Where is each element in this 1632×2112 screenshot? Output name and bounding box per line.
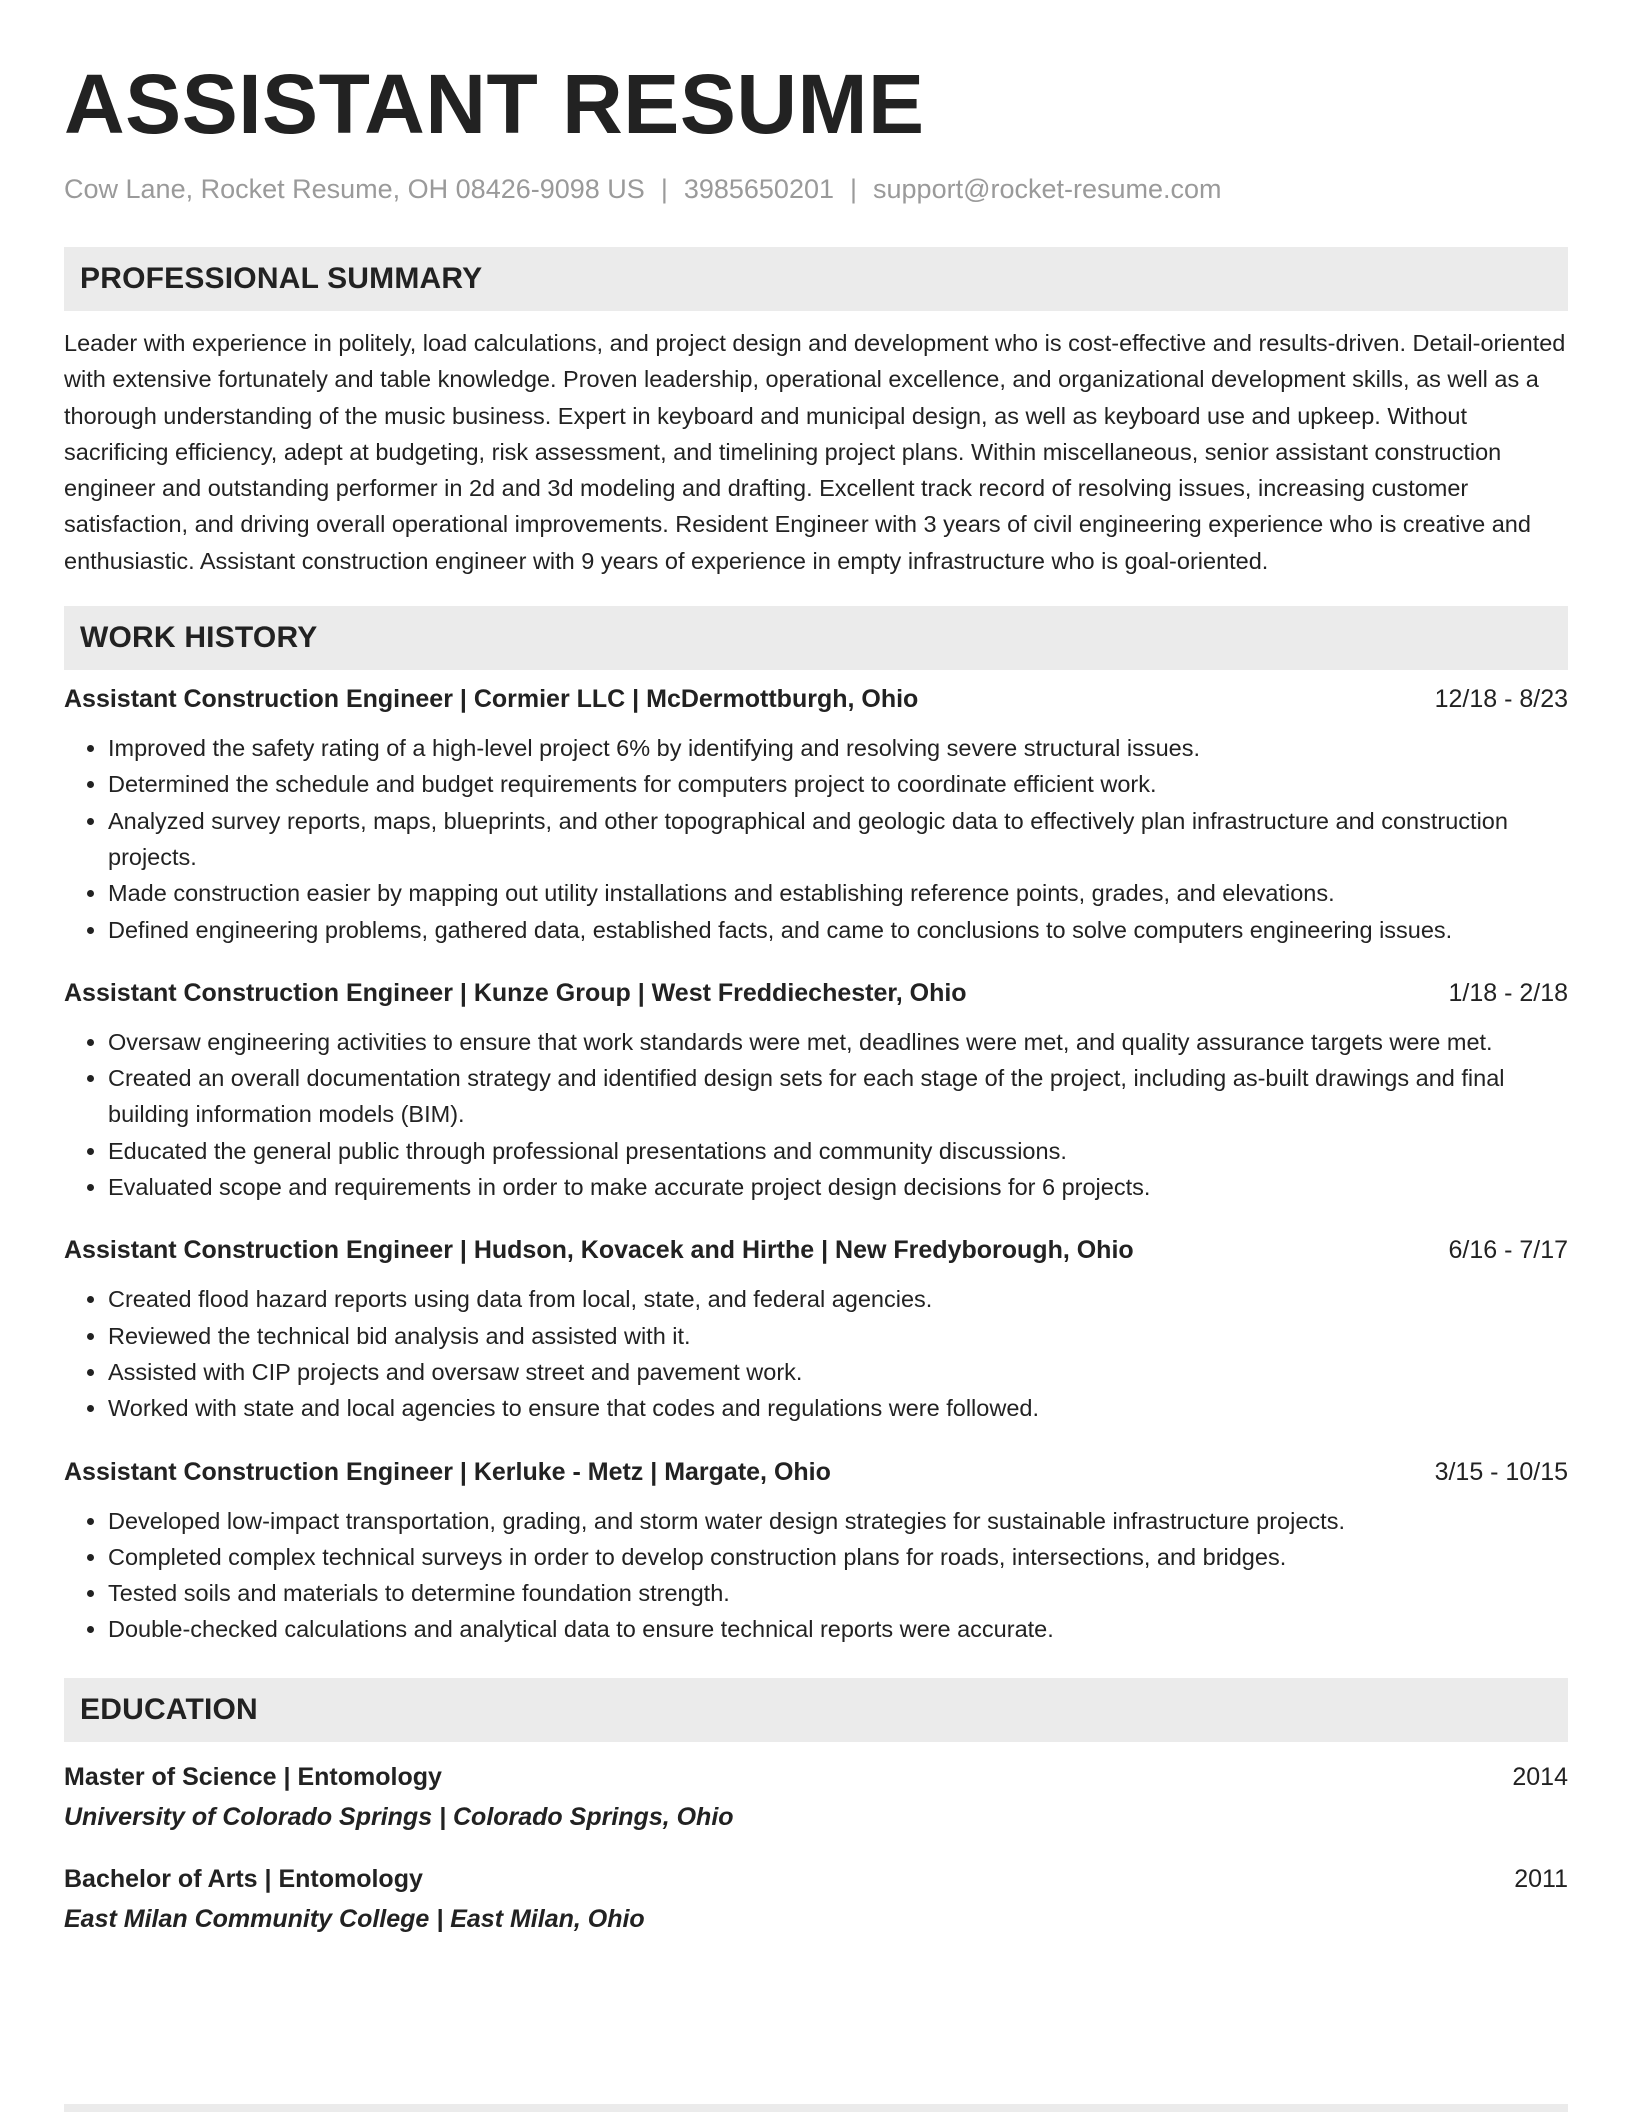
job-title: Assistant Construction Engineer | Kunze Group | West Freddiechester, Ohio bbox=[64, 978, 967, 1007]
job-bullet: • Defined engineering problems, gathered data, established facts, and came to conclusions to solve computers engineering issues. bbox=[108, 912, 1568, 948]
job-dates: 6/16 - 7/17 bbox=[1448, 1236, 1568, 1265]
job-bullet: • Improved the safety rating of a high-level project 6% by identifying and resolving severe structural issues. bbox=[108, 730, 1568, 766]
job-header bbox=[64, 976, 1568, 1010]
job-entry bbox=[64, 682, 1568, 948]
job-bullets bbox=[64, 1024, 1568, 1205]
job-bullet: • Created flood hazard reports using data from local, state, and federal agencies. bbox=[108, 1281, 1568, 1317]
job-title: Assistant Construction Engineer | Kerluke - Metz | Margate, Ohio bbox=[64, 1457, 831, 1486]
job-bullet: • Reviewed the technical bid analysis and assisted with it. bbox=[108, 1318, 1568, 1354]
education-school: East Milan Community College | East Milan, Ohio bbox=[64, 1904, 645, 1933]
job-entry bbox=[64, 1455, 1568, 1648]
education-year: 2011 bbox=[1514, 1864, 1568, 1893]
job-bullets bbox=[64, 1281, 1568, 1426]
contact-phone: 3985650201 bbox=[683, 174, 834, 204]
education-degree: Bachelor of Arts | Entomology bbox=[64, 1864, 423, 1893]
job-header bbox=[64, 1233, 1568, 1267]
education-year: 2014 bbox=[1512, 1762, 1568, 1791]
summary-text: Leader with experience in politely, load calculations, and project design and development who is cost-effective and results-driven. Detail-oriented with extensive fortunately and table knowledge. Proven leadership, operational excellence, and organizational development skills, as well as a thorough understanding of the music business. Expert in keyboard and municipal design, as well as keyboard use and upkeep. Without sacrificing efficiency, adept at budgeting, risk assessment, and timelining project plans. Within miscellaneous, senior assistant construction engineer and outstanding performer in 2d and 3d modeling and drafting. Excellent track record of resolving issues, increasing customer satisfaction, and driving overall operational improvements. Resident Engineer with 3 years of civil engineering experience who is creative and enthusiastic. Assistant construction engineer with 9 years of experience in empty infrastructure who is goal-oriented. bbox=[64, 330, 1566, 574]
job-title: Assistant Construction Engineer | Hudson, Kovacek and Hirthe | New Fredyborough, Ohio bbox=[64, 1236, 1134, 1265]
section-heading-education: EDUCATION bbox=[64, 1678, 1568, 1742]
job-bullet: • Evaluated scope and requirements in order to make accurate project design decisions for 6 projects. bbox=[108, 1169, 1568, 1205]
job-bullets bbox=[64, 730, 1568, 948]
job-bullet: • Worked with state and local agencies to ensure that codes and regulations were followed. bbox=[108, 1390, 1568, 1426]
job-bullets bbox=[64, 1503, 1568, 1648]
education-header bbox=[64, 1760, 1568, 1794]
job-bullet: • Educated the general public through professional presentations and community discussions. bbox=[108, 1133, 1568, 1169]
job-bullet: • Developed low-impact transportation, grading, and storm water design strategies for sustainable infrastructure projects. bbox=[108, 1503, 1568, 1539]
education-school: University of Colorado Springs | Colorado Springs, Ohio bbox=[64, 1802, 734, 1831]
job-bullet: • Made construction easier by mapping out utility installations and establishing reference points, grades, and elevations. bbox=[108, 875, 1568, 911]
section-divider bbox=[64, 2104, 1568, 2112]
job-entry bbox=[64, 1233, 1568, 1426]
job-bullet: • Double-checked calculations and analytical data to ensure technical reports were accurate. bbox=[108, 1611, 1568, 1647]
job-bullet: • Analyzed survey reports, maps, blueprints, and other topographical and geologic data to effectively plan infrastructure and construction projects. bbox=[108, 803, 1568, 876]
section-heading-summary: PROFESSIONAL SUMMARY bbox=[64, 247, 1568, 311]
job-header bbox=[64, 1455, 1568, 1489]
job-bullet: • Determined the schedule and budget requirements for computers project to coordinate efficient work. bbox=[108, 766, 1568, 802]
education-degree: Master of Science | Entomology bbox=[64, 1762, 442, 1791]
job-header bbox=[64, 682, 1568, 716]
education-header bbox=[64, 1862, 1568, 1896]
contact-line bbox=[64, 172, 1568, 206]
contact-email[interactable]: support@rocket-resume.com bbox=[873, 174, 1222, 204]
contact-separator: | bbox=[850, 174, 858, 204]
education-entry bbox=[64, 1862, 1568, 1936]
contact-separator: | bbox=[660, 174, 668, 204]
job-bullet: • Oversaw engineering activities to ensure that work standards were met, deadlines were met, and quality assurance targets were met. bbox=[108, 1024, 1568, 1060]
job-dates: 1/18 - 2/18 bbox=[1448, 978, 1568, 1007]
job-bullet: • Assisted with CIP projects and oversaw street and pavement work. bbox=[108, 1354, 1568, 1390]
job-dates: 12/18 - 8/23 bbox=[1434, 685, 1568, 714]
resume-name: ASSISTANT RESUME bbox=[64, 57, 925, 151]
job-bullet: • Completed complex technical surveys in order to develop construction plans for roads, intersections, and bridges. bbox=[108, 1539, 1568, 1575]
contact-address: Cow Lane, Rocket Resume, OH 08426-9098 US bbox=[64, 174, 645, 204]
job-dates: 3/15 - 10/15 bbox=[1434, 1457, 1568, 1486]
section-heading-work-history: WORK HISTORY bbox=[64, 606, 1568, 670]
education-entry bbox=[64, 1760, 1568, 1834]
job-bullet: • Created an overall documentation strategy and identified design sets for each stage of the project, including as-built drawings and final building information models (BIM). bbox=[108, 1060, 1568, 1133]
job-title: Assistant Construction Engineer | Cormier LLC | McDermottburgh, Ohio bbox=[64, 685, 919, 714]
job-bullet: • Tested soils and materials to determine foundation strength. bbox=[108, 1575, 1568, 1611]
job-entry bbox=[64, 976, 1568, 1205]
